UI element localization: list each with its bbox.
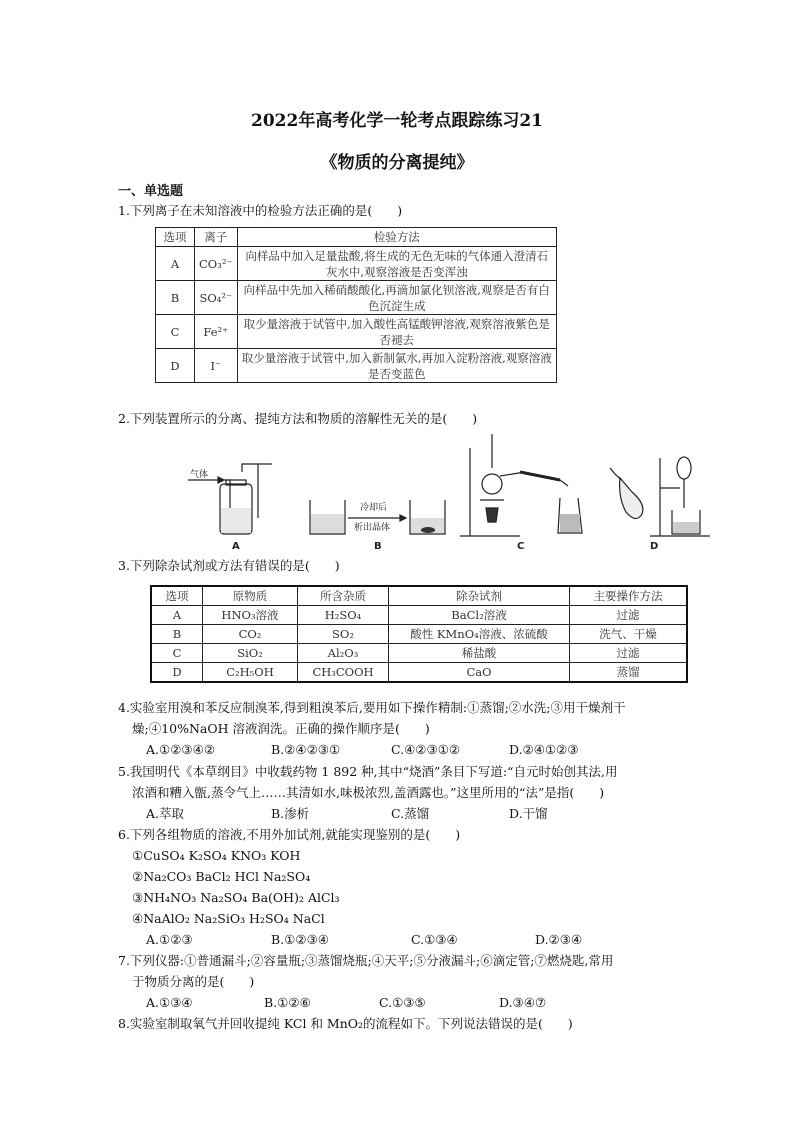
table-header: 选项 (151, 586, 203, 606)
table-cell: 向样品中加入足量盐酸,将生成的无色无味的气体通入澄清石灰水中,观察溶液是否变浑浊 (237, 247, 556, 281)
question-1-table (155, 227, 557, 383)
question-6-stem: 6.下列各组物质的溶液,不用外加试剂,就能实现鉴别的是( ) (118, 827, 461, 842)
option-b: B.②④②③① (271, 742, 341, 757)
table-cell: 取少量溶液于试管中,加入酸性高锰酸钾溶液,观察溶液紫色是否褪去 (237, 315, 556, 349)
option-c: C.①③⑤ (379, 995, 426, 1010)
question-3-stem: 3.下列除杂试剂或方法有错误的是( ) (118, 558, 340, 573)
table-header: 原物质 (203, 586, 298, 606)
label-cool2: 析出晶体 (354, 523, 391, 533)
table-cell: D (151, 663, 203, 683)
table-cell: C (151, 644, 203, 663)
table-cell: 酸性 KMnO₄溶液、浓硫酸 (389, 625, 570, 644)
table-cell: CO₂ (203, 625, 298, 644)
table-header: 除杂试剂 (389, 586, 570, 606)
table-header: 选项 (156, 228, 195, 247)
table-cell: B (151, 625, 203, 644)
page-subtitle: 《物质的分离提纯》 (320, 153, 474, 173)
question-7-stem-2: 于物质分离的是( ) (132, 974, 255, 989)
option-d: D.③④⑦ (499, 995, 547, 1010)
option-c: C.④②③①② (391, 742, 461, 757)
table-cell: SO₂ (298, 625, 389, 644)
beaker-crystallization-icon (310, 500, 445, 552)
question-6 (118, 824, 703, 950)
question-4 (118, 697, 703, 760)
question-1-stem: 1.下列离子在未知溶液中的检验方法正确的是( ) (118, 203, 403, 218)
table-cell: Al₂O₃ (298, 644, 389, 663)
table-cell: 蒸馏 (570, 663, 688, 683)
distillation-apparatus-icon (460, 434, 582, 552)
question-6-item-4: ④NaAlO₂ Na₂SiO₃ H₂SO₄ NaCl (132, 911, 325, 926)
table-cell: A (156, 247, 195, 281)
question-6-item-3: ③NH₄NO₃ Na₂SO₄ Ba(OH)₂ AlCl₃ (132, 890, 340, 905)
question-6-item-1: ①CuSO₄ K₂SO₄ KNO₃ KOH (132, 848, 301, 863)
option-c: C.蒸馏 (391, 806, 430, 821)
table-cell: HNO₃溶液 (203, 606, 298, 625)
table-cell: B (156, 281, 195, 315)
label-C: C (517, 541, 525, 552)
table-cell: Fe²⁺ (195, 315, 238, 349)
gas-washing-bottle-icon (188, 464, 272, 552)
question-5-options (118, 803, 703, 824)
apparatus-figure (180, 428, 720, 552)
label-B: B (374, 541, 382, 552)
label-cool1: 冷却后 (360, 503, 388, 513)
separatory-funnel-icon (610, 457, 710, 552)
table-cell: SO₄²⁻ (195, 281, 238, 315)
option-d: D.②④①②③ (509, 742, 579, 757)
table-header: 检验方法 (237, 228, 556, 247)
option-b: B.①②③④ (271, 932, 329, 947)
option-a: A.萃取 (146, 806, 185, 821)
option-b: B.①②⑥ (264, 995, 311, 1010)
option-a: A.①②③ (146, 932, 193, 947)
question-5-stem-1: 5.我国明代《本草纲目》中收载药物 1 892 种,其中“烧酒”条目下写道:“自元时始创其法,用 (118, 764, 618, 779)
table-cell: C (156, 315, 195, 349)
table-cell: D (156, 349, 195, 383)
option-d: D.干馏 (509, 806, 548, 821)
table-cell: A (151, 606, 203, 625)
table-cell: 过滤 (570, 606, 688, 625)
label-A: A (232, 541, 240, 552)
table-cell: H₂SO₄ (298, 606, 389, 625)
question-7-stem-1: 7.下列仪器:①普通漏斗;②容量瓶;③蒸馏烧瓶;④天平;⑤分液漏斗;⑥滴定管;⑦燃烧匙,常用 (118, 953, 614, 968)
question-4-stem-2: 燥;④10%NaOH 溶液润洗。正确的操作顺序是( ) (132, 721, 430, 736)
table-cell: 稀盐酸 (389, 644, 570, 663)
table-header: 所含杂质 (298, 586, 389, 606)
table-cell: C₂H₅OH (203, 663, 298, 683)
table-cell: BaCl₂溶液 (389, 606, 570, 625)
question-8-stem: 8.实验室制取氧气并回收提纯 KCl 和 MnO₂的流程如下。下列说法错误的是( ) (118, 1016, 573, 1031)
table-cell: 取少量溶液于试管中,加入新制氯水,再加入淀粉溶液,观察溶液是否变蓝色 (237, 349, 556, 383)
question-2-stem: 2.下列装置所示的分离、提纯方法和物质的溶解性无关的是( ) (118, 411, 478, 426)
section-heading: 一、单选题 (118, 184, 184, 199)
question-5-stem-2: 浓酒和糟入甑,蒸令气上……其清如水,味极浓烈,盖酒露也。”这里所用的“法”是指( ) (132, 785, 605, 800)
table-cell: 洗气、干燥 (570, 625, 688, 644)
label-D: D (650, 541, 659, 552)
question-4-stem-1: 4.实验室用溴和苯反应制溴苯,得到粗溴苯后,要用如下操作精制:①蒸馏;②水洗;③用干燥剂干 (118, 700, 626, 715)
question-7 (118, 950, 703, 1013)
question-4-options (118, 739, 703, 760)
option-a: A.①③④ (146, 995, 193, 1010)
table-cell: CH₃COOH (298, 663, 389, 683)
question-5 (118, 761, 703, 824)
table-cell: I⁻ (195, 349, 238, 383)
table-cell: CaO (389, 663, 570, 683)
table-cell: 过滤 (570, 644, 688, 663)
table-header: 离子 (195, 228, 238, 247)
table-header: 主要操作方法 (570, 586, 688, 606)
option-d: D.②③④ (535, 932, 583, 947)
question-6-item-2: ②Na₂CO₃ BaCl₂ HCl Na₂SO₄ (132, 869, 311, 884)
option-b: B.渗析 (271, 806, 310, 821)
option-c: C.①③④ (411, 932, 458, 947)
page-title: 2022年高考化学一轮考点跟踪练习21 (251, 111, 543, 131)
question-6-options (118, 929, 703, 950)
table-cell: 向样品中先加入稀硝酸酸化,再滴加氯化钡溶液,观察是否有白色沉淀生成 (237, 281, 556, 315)
question-3-table (150, 585, 688, 683)
table-cell: SiO₂ (203, 644, 298, 663)
question-7-options (118, 992, 703, 1013)
label-gas: 气体 (190, 470, 209, 480)
table-cell: CO₃²⁻ (195, 247, 238, 281)
option-a: A.①②③④② (146, 742, 216, 757)
